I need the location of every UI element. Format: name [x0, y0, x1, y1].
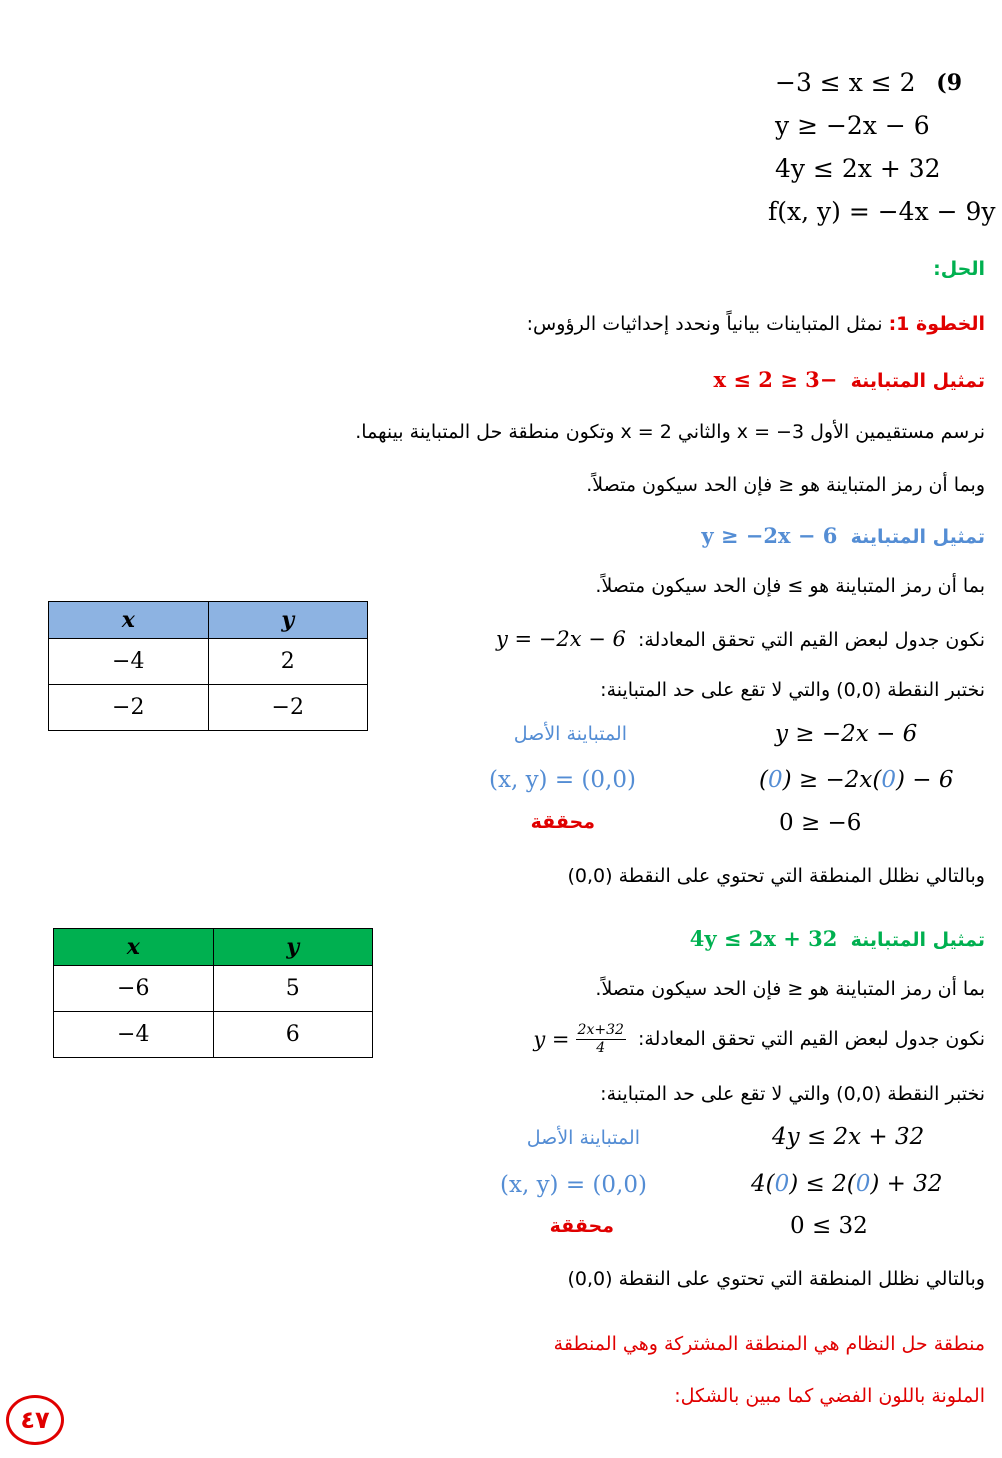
section2-conclusion: وبالتالي نظلل المنطقة التي تحتوي على النقطة (0,0)	[567, 865, 985, 887]
table2-header-y: y	[213, 929, 373, 966]
table1-header-x: x	[49, 602, 209, 639]
section3-fraction-num: 2x+32	[577, 1022, 624, 1038]
section2-line3: نختبر النقطة (0,0) والتي لا تقع على حد المتباينة:	[600, 679, 985, 701]
section2-sub-part2: ) ≥ −2x(	[782, 767, 882, 793]
section3-line2-ar: نكون جدول لبعض القيم التي تحقق المعادلة:	[637, 1027, 985, 1050]
section3-original-math: 4y ≤ 2x + 32	[772, 1124, 925, 1150]
values-table-1	[48, 601, 368, 731]
step1-label: الخطوة 1:	[888, 313, 985, 335]
section1-title-math: −3 ≤ x ≤ 2	[713, 367, 838, 392]
section1-line1: نرسم مستقيمين الأول x = −3 والثاني x = 2 وتكون منطقة حل المتباينة بينهما.	[355, 421, 985, 443]
section3-sub-part0: 4(	[751, 1171, 775, 1197]
section3-sub-part2: ) ≤ 2(	[789, 1171, 856, 1197]
table2-cell: −4	[54, 1012, 214, 1058]
section2-line2-math: y = −2x − 6	[495, 627, 626, 651]
section2-sub-part4: ) − 6	[895, 767, 954, 793]
section3-line1: بما أن رمز المتباينة هو ≤ فإن الحد سيكون متصلاً.	[595, 978, 985, 1000]
section1-line2: وبما أن رمز المتباينة هو ≤ فإن الحد سيكون متصلاً.	[586, 474, 985, 496]
table2-cell: 6	[213, 1012, 373, 1058]
section2-title	[701, 523, 985, 548]
final-line-2: الملونة باللون الفضي كما مبين بالشكل:	[674, 1385, 985, 1407]
final-line-1: منطقة حل النظام هي المنطقة المشتركة وهي المنطقة	[553, 1333, 985, 1355]
problem-number: (9	[936, 70, 962, 96]
table1-header-y: y	[208, 602, 368, 639]
section1-title-ar: تمثيل المتباينة	[850, 370, 985, 392]
problem-line-2: y ≥ −2x − 6	[775, 111, 930, 140]
table1-cell: −2	[208, 685, 368, 731]
values-table-2	[53, 928, 373, 1058]
section3-sub-part1: 0	[774, 1171, 790, 1197]
section3-line2	[533, 1022, 985, 1057]
page-number: ٤٧	[20, 1406, 50, 1434]
section3-line3: نختبر النقطة (0,0) والتي لا تقع على حد المتباينة:	[600, 1083, 985, 1105]
section3-result-math: 0 ≤ 32	[790, 1213, 868, 1239]
section2-sub-part0: (	[759, 767, 768, 793]
section3-title-math: 4y ≤ 2x + 32	[689, 926, 838, 951]
section3-title-ar: تمثيل المتباينة	[850, 929, 985, 951]
section3-verified-label: محققة	[549, 1215, 614, 1237]
section3-sub-part3: 0	[855, 1171, 871, 1197]
section2-result-math: 0 ≥ −6	[779, 810, 862, 836]
section3-fraction	[576, 1022, 626, 1057]
table-row	[49, 639, 368, 685]
section1-title	[714, 367, 985, 392]
table1-cell: 2	[208, 639, 368, 685]
section2-substitution	[759, 767, 953, 793]
section3-point-label: (x, y) = (0,0)	[500, 1172, 647, 1198]
table2-header-row	[54, 929, 373, 966]
table1-cell: −4	[49, 639, 209, 685]
section2-original-label: المتباينة الأصل	[513, 723, 627, 745]
table2-header-x: x	[54, 929, 214, 966]
section2-original-math: y ≥ −2x − 6	[775, 721, 918, 747]
table-row	[54, 1012, 373, 1058]
section3-fraction-den: 4	[596, 1039, 606, 1056]
table2-cell: 5	[213, 966, 373, 1012]
table1-header-row	[49, 602, 368, 639]
section2-line2	[496, 627, 985, 651]
step1-line	[527, 313, 985, 335]
section2-sub-part3: 0	[881, 767, 896, 793]
problem-line-1: −3 ≤ x ≤ 2	[775, 68, 916, 97]
section3-line2-lhs: y =	[533, 1027, 570, 1052]
section2-line1: بما أن رمز المتباينة هو ≥ فإن الحد سيكون متصلاً.	[595, 575, 985, 597]
section2-title-ar: تمثيل المتباينة	[850, 526, 985, 548]
problem-line-3: 4y ≤ 2x + 32	[775, 154, 941, 183]
section2-line2-ar: نكون جدول لبعض القيم التي تحقق المعادلة:	[637, 629, 985, 651]
section3-conclusion: وبالتالي نظلل المنطقة التي تحتوي على النقطة (0,0)	[567, 1268, 985, 1290]
table-row	[49, 685, 368, 731]
table-row	[54, 966, 373, 1012]
section3-original-label: المتباينة الأصل	[526, 1127, 640, 1149]
section3-substitution	[751, 1171, 943, 1197]
section2-point-label: (x, y) = (0,0)	[489, 767, 636, 793]
solution-label: الحل:	[933, 258, 985, 280]
section2-verified-label: محققة	[530, 811, 595, 833]
section2-title-math: y ≥ −2x − 6	[701, 523, 838, 548]
page-number-badge	[6, 1395, 64, 1445]
problem-line-4: f(x, y) = −4x − 9y	[768, 197, 996, 226]
section2-sub-part1: 0	[767, 767, 783, 793]
section3-title	[690, 926, 985, 951]
table2-cell: −6	[54, 966, 214, 1012]
step1-text: نمثل المتباينات بيانياً ونحدد إحداثيات الرؤوس:	[526, 313, 883, 335]
table1-cell: −2	[49, 685, 209, 731]
section3-sub-part4: ) + 32	[870, 1171, 943, 1197]
